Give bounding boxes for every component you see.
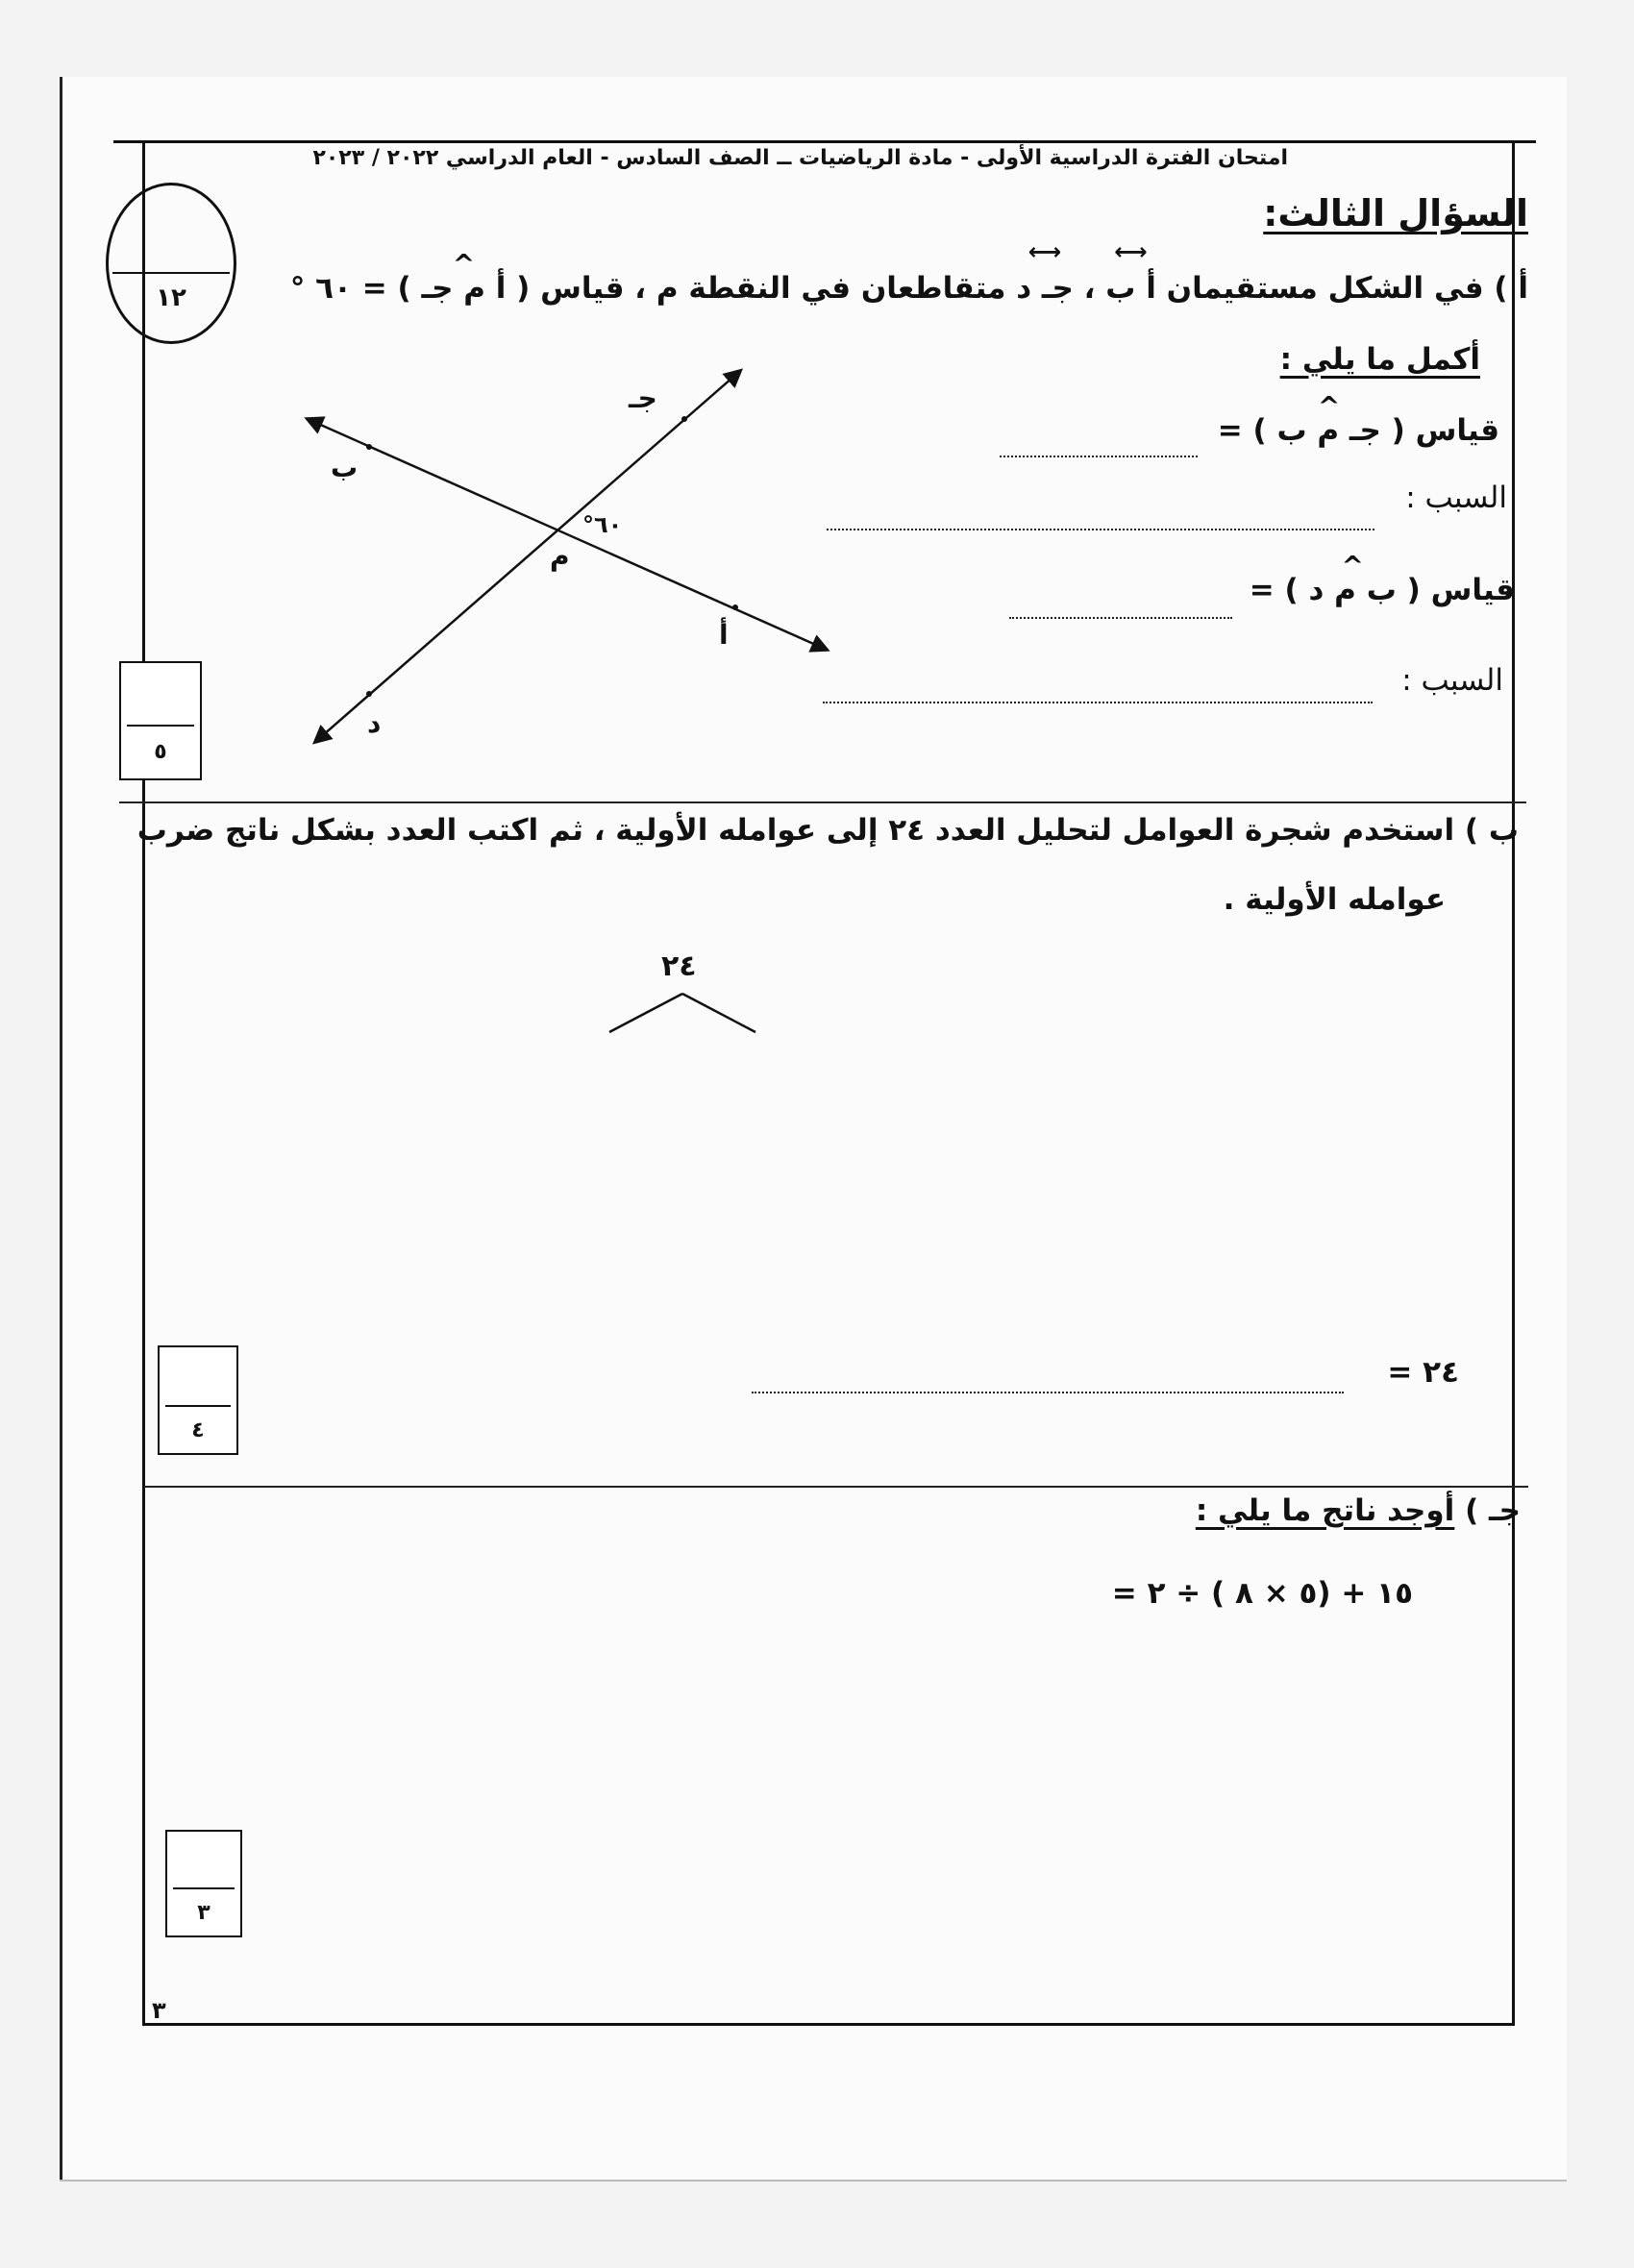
label-m: م — [550, 540, 570, 572]
reason-line-2[interactable] — [823, 702, 1373, 703]
mark-box-a: ٥ — [119, 661, 202, 780]
question-a1: قياس ( ^ جـ م ب ) = — [1218, 413, 1499, 448]
line-cd-stroke — [315, 371, 740, 742]
reason-line-1[interactable] — [827, 529, 1374, 530]
part-c-title: جـ ) أوجد ناتج ما يلي : — [1195, 1493, 1521, 1528]
total-mark: ١٢ — [156, 284, 186, 312]
page-number: ٣ — [152, 1997, 166, 2024]
answer-line-a1[interactable] — [1000, 456, 1198, 457]
question-title: السؤال الثالث: — [1263, 192, 1528, 234]
angle-label: ٦٠° — [582, 511, 623, 538]
line-ab-stroke — [308, 419, 827, 650]
answer-label-b: ٢٤ = — [1387, 1355, 1459, 1390]
line-ab: ⟷ أ ب — [1105, 271, 1156, 306]
complete-instruction: أكمل ما يلي : — [1279, 342, 1480, 377]
label-a: أ — [719, 619, 729, 651]
reason-label-2: السبب : — [1401, 663, 1503, 698]
factor-tree-branches — [606, 990, 759, 1036]
part-b-line2: عوامله الأولية . — [1223, 882, 1446, 917]
angle-given: ^ أ م جـ — [421, 271, 506, 306]
question-a2: قياس ( ^ ب م د ) = — [1250, 573, 1515, 607]
paper-edge-bottom — [60, 2180, 1567, 2182]
line-cd: ⟷ جـ د — [1016, 271, 1074, 306]
part-a-statement: أ ) في الشكل مستقيمان ⟷ أ ب ، ⟷ جـ د متقاطعان في النقطة م ، قياس ( ^ أ م جـ ) = ٦٠ ° — [290, 271, 1528, 306]
label-d: د — [367, 707, 382, 739]
exam-header: امتحان الفترة الدراسية الأولى - مادة الرياضيات ــ الصف السادس - العام الدراسي ٢٠٢٢ / ٢٠٢٣ — [312, 146, 1288, 170]
mark-box-b: ٤ — [158, 1345, 238, 1455]
paper-edge — [60, 77, 62, 2182]
expression-c: ١٥ + (٥ × ٨ ) ÷ ٢ = — [1111, 1576, 1413, 1611]
divider-bc — [144, 1486, 1528, 1488]
label-c: جـ — [629, 382, 657, 414]
part-b-line1: ب ) استخدم شجرة العوامل لتحليل العدد ٢٤ إلى عوامله الأولية ، ثم اكتب العدد بشكل ناتج ضرب — [136, 813, 1519, 848]
total-mark-circle — [106, 183, 236, 344]
label-b: ب — [331, 452, 359, 483]
answer-line-a2[interactable] — [1009, 617, 1232, 619]
divider-ab — [119, 801, 1526, 803]
factor-tree-root: ٢٤ — [661, 949, 697, 983]
reason-label-1: السبب : — [1405, 481, 1507, 515]
answer-line-b[interactable] — [752, 1392, 1344, 1393]
mark-box-c: ٣ — [165, 1830, 242, 1937]
